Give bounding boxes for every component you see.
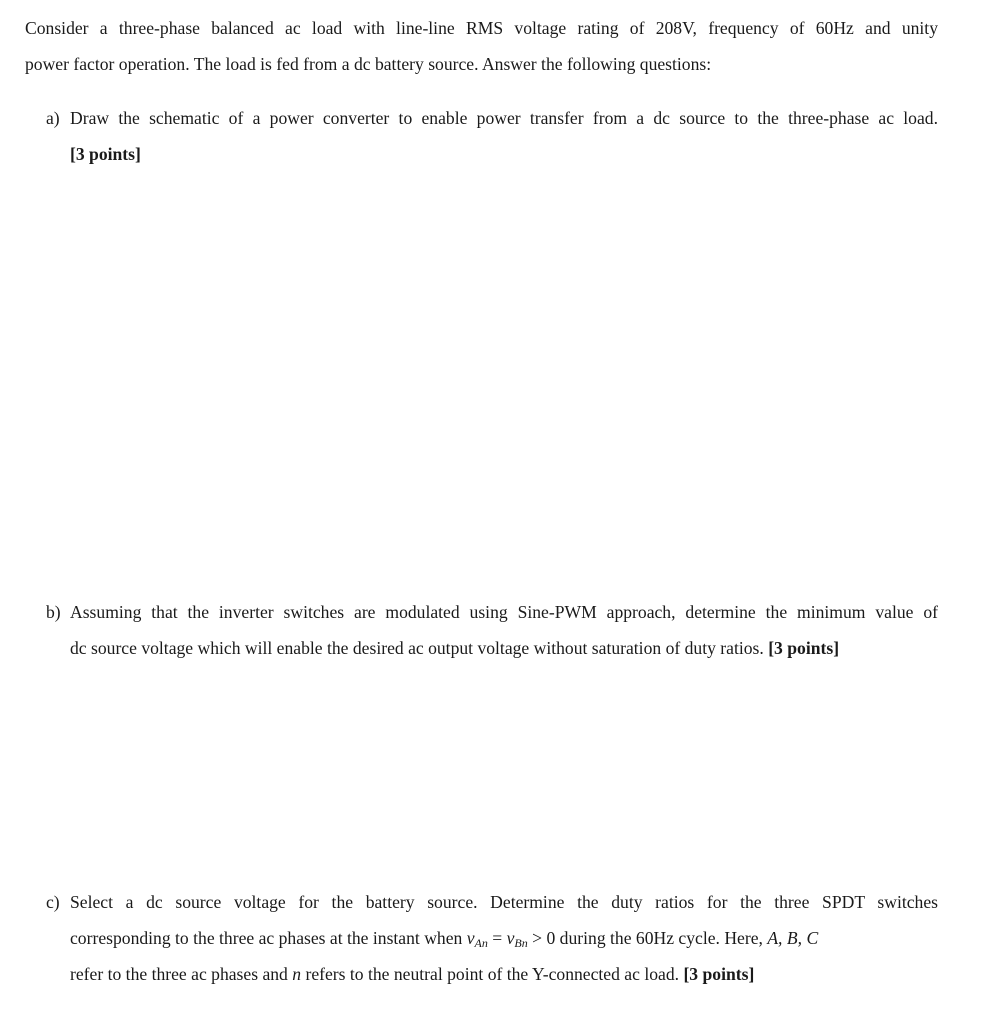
equals-sign: = [487,928,507,948]
question-b-text-1: Assuming that the inverter switches are modulated using Sine-PWM approach, determine the minimum value of [70,602,938,622]
question-a-text: Draw the schematic of a power converter to enable power transfer from a dc source to the three-phase ac load. [70,108,938,128]
phase-b-label: B, [786,928,803,948]
question-c-line-2 [70,927,818,949]
voltage-bn-symbol: $v_{Bn}$ [506,928,528,950]
neutral-variable: n [292,964,302,984]
question-c-text-1: Select a dc source voltage for the battery source. Determine the duty ratios for the three SPDT switches [70,892,938,912]
question-b-line-2 [70,637,839,659]
question-c-marker: c) [46,892,60,912]
question-c-text-3-pre: refer to the three ac phases and [70,964,288,984]
question-b-text-2: dc source voltage which will enable the desired ac output voltage without saturation of duty ratios. [70,638,764,658]
phase-a-label: A, [767,928,783,948]
question-c-text-3-post: refers to the neutral point of the Y-connected ac load. [305,964,680,984]
question-c-line-3 [70,963,754,985]
question-c-points: [3 points] [683,964,755,984]
question-a-points: [3 points] [70,144,141,164]
intro-line-1: Consider a three-phase balanced ac load with line-line RMS voltage rating of 208V, frequency of 60Hz and unity [25,18,938,38]
question-a-marker: a) [46,108,60,128]
question-a-points-line [70,143,141,165]
intro-line-2: power factor operation. The load is fed from a dc battery source. Answer the following questions: [25,54,712,74]
question-b-points: [3 points] [768,638,840,658]
question-b-marker: b) [46,602,61,622]
voltage-an-symbol: $v_{An}$ [466,928,488,950]
phase-c-label: C [806,928,819,948]
question-c-text-2-post: > 0 during the 60Hz cycle. Here, [527,928,763,948]
question-c-text-2-pre: corresponding to the three ac phases at the instant when [70,928,463,948]
